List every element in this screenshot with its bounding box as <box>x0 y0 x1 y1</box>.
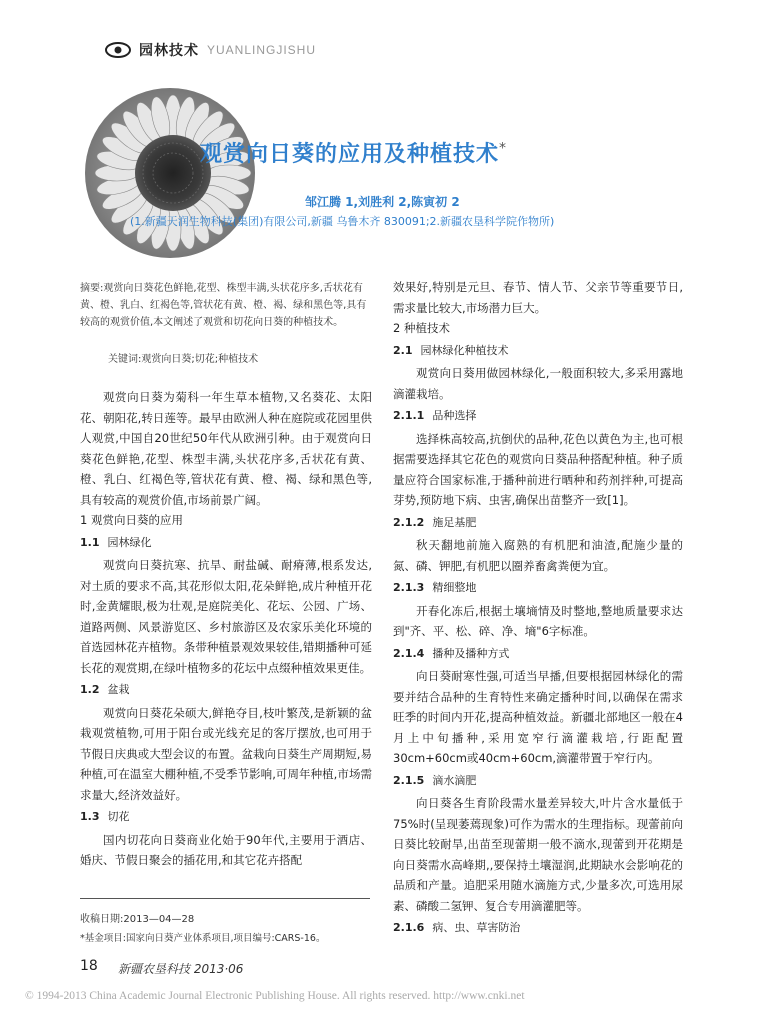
paragraph: 观赏向日葵用做园林绿化,一般面积较大,多采用露地滴灌栽培。 <box>393 366 683 401</box>
subsection-heading: 2.1.1 品种选择 <box>393 409 477 422</box>
page-number: 18 <box>80 958 98 974</box>
subsection-heading: 1.1 园林绿化 <box>80 535 152 549</box>
journal-header <box>105 40 316 60</box>
journal-name: 园林技术 <box>139 43 199 59</box>
keywords: 关键词:观赏向日葵;切花;种植技术 <box>108 354 259 365</box>
section-heading: 1 观赏向日葵的应用 <box>80 513 183 527</box>
journal-name-en: YUANLINGJISHU <box>207 43 317 57</box>
journal-issue: 新疆农垦科技 2013·06 <box>118 962 244 976</box>
paragraph: 国内切花向日葵商业化始于90年代,主要用于酒店、婚庆、节假日聚会的插花用,和其它花卉搭配 <box>80 832 372 867</box>
paragraph: 观赏向日葵抗寒、抗旱、耐盐碱、耐瘠薄,根系发达,对土质的要求不高,其花形似太阳,花朵鲜艳,成片种植开花时,金黄耀眼,极为壮观,是庭院美化、花坛、公园、广场、道路两侧、风景游览区、乡村旅游区及农家乐美化环境的首选园林花卉植物。条带种植景观效果较佳,错期播种可延长花的观赏期,在绿叶植物多的花坛中点缀种植效果更佳。 <box>80 558 372 675</box>
subsection-heading: 2.1.5 滴水滴肥 <box>393 773 477 787</box>
left-column <box>80 387 372 871</box>
paragraph: 秋天翻地前施入腐熟的有机肥和油渣,配施少量的氮、磷、钾肥,有机肥以圈养畜禽粪便为宜。 <box>393 538 683 573</box>
paragraph: 向日葵耐寒性强,可适当早播,但要根据园林绿化的需要并结合品种的生育特性来确定播种时间,以确保在需求旺季的时间内开花,提高种植效益。新疆北部地区一般在4月上中旬播种,采用宽窄行滴灌栽培,行距配置30cm+60cm或40cm+60cm,滴灌带置于窄行内。 <box>393 669 683 765</box>
subsection-heading: 1.3 切花 <box>80 810 130 823</box>
article-affiliation: (1.新疆天润生物科技(集团)有限公司,新疆 乌鲁木齐 830091;2.新疆农垦科学院作物所) <box>130 215 555 228</box>
paragraph: 向日葵各生育阶段需水量差异较大,叶片含水量低于75%时(呈现萎蔫现象)可作为需水的生理指标。现蕾前向日葵比较耐旱,出苗至现蕾期一般不滴水,现蕾到开花期是向日葵需水高峰期,,要保持土壤湿润,此期缺水会影响花的品质和产量。追肥采用随水滴施方式,少量多次,可选用尿素、磷酸二氢钾、复合专用滴灌肥等。 <box>393 796 683 913</box>
paragraph: 开春化冻后,根据土壤墒情及时整地,整地质量要求达到"齐、平、松、碎、净、墒"6字标准。 <box>393 603 683 638</box>
right-column <box>393 277 683 941</box>
subsection-heading: 2.1.6 病、虫、草害防治 <box>393 921 521 934</box>
subsection-heading: 2.1.3 精细整地 <box>393 581 477 594</box>
sunflower-photo <box>85 88 255 258</box>
footnote-divider <box>80 898 370 899</box>
intro-paragraph: 观赏向日葵为菊科一年生草本植物,又名葵花、太阳花、朝阳花,转日莲等。最早由欧洲人种在庭院或花园里供人观赏,中国自20世纪50年代从欧洲引种。由于观赏向日葵花色鲜艳,花型、株型丰满,头状花序多,舌状花有黄、橙、乳白、红褐色等,管状花有黄、橙、褐、绿和黑色等,具有较高的观赏价值,市场前景广阔。 <box>80 390 372 507</box>
abstract: 摘要:观赏向日葵花色鲜艳,花型、株型丰满,头状花序多,舌状花有黄、橙、乳白、红褐色等,管状花有黄、橙、褐、绿和黑色等,具有较高的观赏价值,本文阐述了观赏和切花向日葵的种植技术。 <box>80 283 367 328</box>
subsection-heading: 2.1 园林绿化种植技术 <box>393 343 509 357</box>
paragraph: 效果好,特别是元旦、春节、情人节、父亲节等重要节日,需求量比较大,市场潜力巨大。 <box>393 280 683 315</box>
article-authors: 邹江腾 1,刘胜利 2,陈寅初 2 <box>305 195 460 209</box>
journal-logo-icon <box>105 41 131 59</box>
subsection-heading: 2.1.4 播种及播种方式 <box>393 646 510 660</box>
copyright-notice: © 1994-2013 China Academic Journal Electronic Publishing House. All rights reserved. http://www.cnki.net <box>25 990 525 1002</box>
article-title: 观赏向日葵的应用及种植技术* <box>200 140 508 167</box>
subsection-heading: 1.2 盆栽 <box>80 683 130 696</box>
subsection-heading: 2.1.2 施足基肥 <box>393 515 477 529</box>
fund-note: *基金项目:国家向日葵产业体系项目,项目编号:CARS-16。 <box>80 933 326 944</box>
paragraph: 选择株高较高,抗倒伏的品种,花色以黄色为主,也可根据需要选择其它花色的观赏向日葵品种搭配种植。种子质量应符合国家标准,于播种前进行晒种和药剂拌种,可提高芽势,预防地下病、虫害,确保出苗整齐一致[1]。 <box>393 431 683 507</box>
received-date: 收稿日期:2013—04—28 <box>80 914 195 925</box>
paragraph: 观赏向日葵花朵硕大,鲜艳夺目,枝叶繁茂,是新颖的盆栽观赏植物,可用于阳台或光线充足的客厅摆放,也可用于节假日庆典或大型会议的布置。盆栽向日葵生产周期短,易种植,可在温室大棚种植,不受季节影响,可周年种植,市场需求量大,经济效益好。 <box>80 705 372 802</box>
section-heading: 2 种植技术 <box>393 321 450 335</box>
